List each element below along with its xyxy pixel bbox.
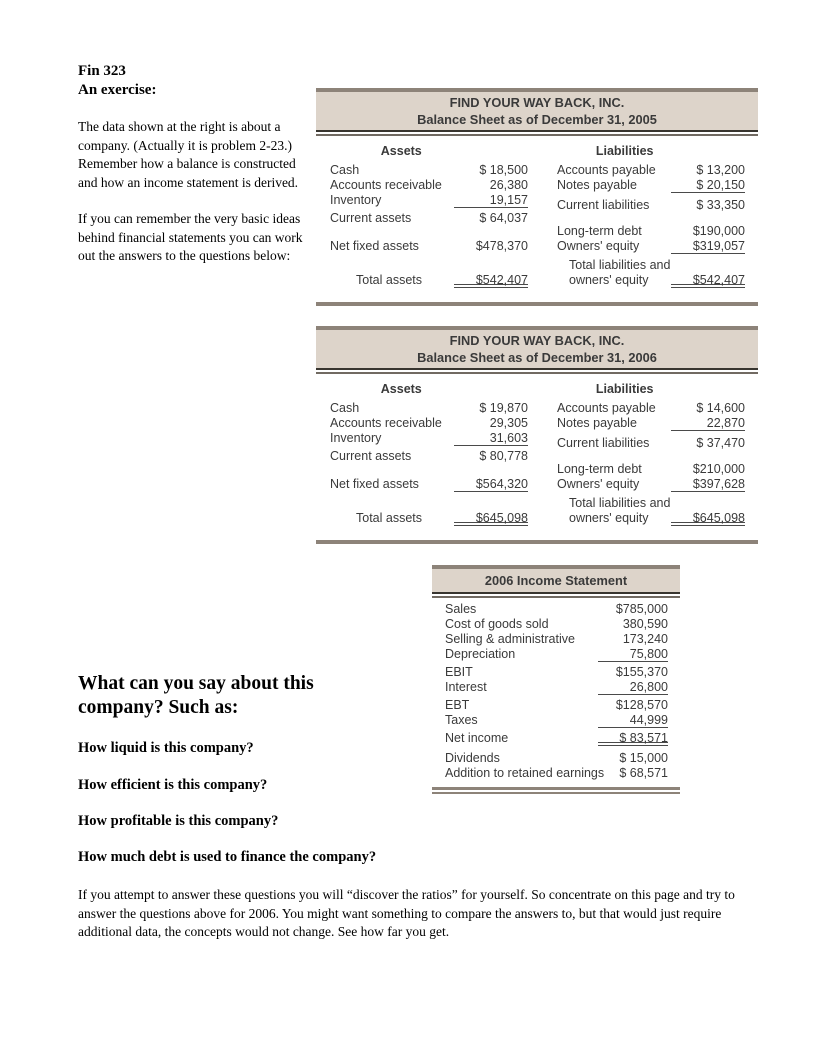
line-item-label: Net fixed assets xyxy=(330,239,419,253)
line-item-value: $319,057 xyxy=(671,239,745,254)
line-item-row xyxy=(445,698,668,713)
closing-paragraph: If you attempt to answer these questions you will “discover the ratios” for yourself. So concentrate on this page and try to answer the questions above for 2006. You might want something to compare the answers to, but that would just require additional data, the concepts would not change. See how far you get. xyxy=(78,887,735,939)
question-efficiency: How efficient is this company? xyxy=(78,777,268,793)
line-item-value: 173,240 xyxy=(622,632,668,646)
line-item-label: Long-term debt xyxy=(557,462,642,476)
line-item-row xyxy=(445,766,668,781)
liabilities-header: Liabilities xyxy=(595,382,654,396)
line-item-row xyxy=(557,436,745,451)
line-item-row xyxy=(330,431,528,446)
line-item-value: $ 14,600 xyxy=(696,401,745,415)
line-item-value: 22,870 xyxy=(671,416,745,431)
line-item-row xyxy=(330,511,528,526)
line-item-row xyxy=(557,258,745,273)
balance-sheet-2006-body xyxy=(316,374,758,540)
company-name: FIND YOUR WAY BACK, INC. xyxy=(449,333,625,348)
liabilities-column xyxy=(557,382,745,526)
question-debt: How much debt is used to finance the company? xyxy=(78,849,377,865)
line-item-value: 380,590 xyxy=(622,617,668,631)
line-item-label: EBT xyxy=(445,698,470,712)
line-item-label: Addition to retained earnings xyxy=(445,766,605,780)
line-item-label: owners' equity xyxy=(569,511,649,525)
line-item-value: 31,603 xyxy=(454,431,528,446)
line-item-label: Cash xyxy=(330,163,360,177)
balance-sheet-2005 xyxy=(316,88,758,306)
line-item-label: Total assets xyxy=(356,273,423,287)
line-item-row xyxy=(445,680,668,695)
line-item-row xyxy=(445,665,668,680)
table-bottom-rule xyxy=(432,787,680,794)
line-item-value: $397,628 xyxy=(671,477,745,492)
line-item-value: $478,370 xyxy=(475,239,528,253)
line-item-row xyxy=(330,449,528,464)
table-bottom-rule xyxy=(316,540,758,544)
line-item-label: Current assets xyxy=(330,211,412,225)
line-item-row xyxy=(557,477,745,492)
line-item-label: Total liabilities and xyxy=(569,258,671,272)
line-item-label: Current assets xyxy=(330,449,412,463)
line-item-value: $ 68,571 xyxy=(619,766,668,780)
line-item-value: $ 80,778 xyxy=(479,449,528,463)
line-item-label: Current liabilities xyxy=(557,198,650,212)
line-item-label: Net income xyxy=(445,731,509,745)
line-item-label: Owners' equity xyxy=(557,477,640,491)
line-item-label: Accounts receivable xyxy=(330,178,442,192)
line-item-label: Notes payable xyxy=(557,178,637,192)
line-item-label: Dividends xyxy=(445,751,500,765)
line-item-value: $564,320 xyxy=(454,477,528,492)
line-item-row xyxy=(557,273,745,288)
line-item-label: EBIT xyxy=(445,665,473,679)
income-statement-body xyxy=(432,598,680,787)
line-item-label: Current liabilities xyxy=(557,436,650,450)
line-item-value: 26,380 xyxy=(489,178,528,192)
line-item-label: Notes payable xyxy=(557,416,637,430)
line-item-row xyxy=(445,632,668,647)
assets-header: Assets xyxy=(380,382,422,396)
line-item-row xyxy=(557,178,745,193)
line-item-label: Selling & administrative xyxy=(445,632,575,646)
assets-header: Assets xyxy=(380,144,422,158)
line-item-row xyxy=(557,198,745,213)
line-item-label: Accounts payable xyxy=(557,401,656,415)
line-item-row xyxy=(330,416,528,431)
line-item-value: $645,098 xyxy=(671,511,745,526)
line-item-label: Cash xyxy=(330,401,360,415)
line-item-row xyxy=(557,416,745,431)
line-item-label: Cost of goods sold xyxy=(445,617,549,631)
line-item-label: Taxes xyxy=(445,713,478,727)
line-item-row xyxy=(330,178,528,193)
line-item-row xyxy=(445,602,668,617)
line-item-row xyxy=(330,193,528,208)
table-bottom-rule xyxy=(316,302,758,306)
line-item-label: Depreciation xyxy=(445,647,516,661)
line-item-label: Total liabilities and xyxy=(569,496,671,510)
line-item-value: 75,800 xyxy=(598,647,668,662)
question-liquidity: How liquid is this company? xyxy=(78,740,254,756)
line-item-value: $ 18,500 xyxy=(479,163,528,177)
line-item-row xyxy=(557,401,745,416)
line-item-label: Long-term debt xyxy=(557,224,642,238)
line-item-row xyxy=(330,477,528,492)
line-item-value: $190,000 xyxy=(692,224,745,238)
line-item-row xyxy=(557,163,745,178)
line-item-value: $ 33,350 xyxy=(696,198,745,212)
income-statement-2006 xyxy=(432,565,680,794)
line-item-row xyxy=(445,617,668,632)
line-item-label: Owners' equity xyxy=(557,239,640,253)
statement-title: Balance Sheet as of December 31, 2006 xyxy=(417,349,657,365)
income-statement-header xyxy=(432,569,680,592)
line-item-label: Interest xyxy=(445,680,487,694)
line-item-label: Inventory xyxy=(330,431,382,445)
intro-paragraph-1: The data shown at the right is about a company. (Actually it is problem 2-23.) Remember how a balance is constructed and how an income statement is derived. xyxy=(78,119,299,190)
line-item-row xyxy=(330,401,528,416)
course-title: Fin 323 xyxy=(78,63,126,79)
line-item-row xyxy=(557,496,745,511)
line-item-value: $210,000 xyxy=(692,462,745,476)
line-item-row xyxy=(330,211,528,226)
line-item-value: $ 83,571 xyxy=(598,731,668,746)
exercise-label: An exercise: xyxy=(78,82,157,98)
line-item-value: $ 15,000 xyxy=(619,751,668,765)
liabilities-column xyxy=(557,144,745,288)
line-item-row xyxy=(557,462,745,477)
line-item-value: $ 37,470 xyxy=(696,436,745,450)
line-item-value: $542,407 xyxy=(671,273,745,288)
line-item-label: Total assets xyxy=(356,511,423,525)
line-item-label: Sales xyxy=(445,602,477,616)
questions-heading: What can you say about this company? Such as: xyxy=(78,673,314,718)
line-item-label: Accounts receivable xyxy=(330,416,442,430)
intro-block xyxy=(78,62,303,266)
line-item-row xyxy=(557,239,745,254)
line-item-value: $ 64,037 xyxy=(479,211,528,225)
line-item-value: 44,999 xyxy=(598,713,668,728)
line-item-value: $ 20,150 xyxy=(671,178,745,193)
line-item-label: owners' equity xyxy=(569,273,649,287)
liabilities-header: Liabilities xyxy=(595,144,654,158)
line-item-value: $ 19,870 xyxy=(479,401,528,415)
line-item-value: 29,305 xyxy=(489,416,528,430)
line-item-value xyxy=(671,258,745,273)
line-item-label: Net fixed assets xyxy=(330,477,419,491)
line-item-row xyxy=(557,224,745,239)
line-item-value: $645,098 xyxy=(454,511,528,526)
line-item-value: $128,570 xyxy=(615,698,668,712)
line-item-row xyxy=(445,713,668,728)
balance-sheet-2006 xyxy=(316,326,758,544)
statement-title: 2006 Income Statement xyxy=(484,573,628,588)
line-item-row xyxy=(330,239,528,254)
line-item-row xyxy=(330,163,528,178)
line-item-value xyxy=(671,496,745,511)
line-item-label: Inventory xyxy=(330,193,382,207)
balance-sheet-2006-header xyxy=(316,330,758,368)
balance-sheet-2005-header xyxy=(316,92,758,130)
balance-sheet-2005-body xyxy=(316,136,758,302)
assets-column xyxy=(330,382,528,526)
question-profitability: How profitable is this company? xyxy=(78,813,279,829)
line-item-value: $542,407 xyxy=(454,273,528,288)
line-item-row xyxy=(330,273,528,288)
line-item-value: $ 13,200 xyxy=(696,163,745,177)
line-item-row xyxy=(445,751,668,766)
line-item-row xyxy=(445,731,668,746)
line-item-value: 19,157 xyxy=(454,193,528,208)
line-item-row xyxy=(445,647,668,662)
intro-paragraph-2: If you can remember the very basic ideas behind financial statements you can work out the answers to the questions below: xyxy=(78,211,303,263)
company-name: FIND YOUR WAY BACK, INC. xyxy=(449,95,625,110)
statement-title: Balance Sheet as of December 31, 2005 xyxy=(417,111,657,127)
line-item-value: $785,000 xyxy=(615,602,668,616)
assets-column xyxy=(330,144,528,288)
line-item-value: $155,370 xyxy=(615,665,668,679)
line-item-value: 26,800 xyxy=(598,680,668,695)
line-item-row xyxy=(557,511,745,526)
line-item-label: Accounts payable xyxy=(557,163,656,177)
